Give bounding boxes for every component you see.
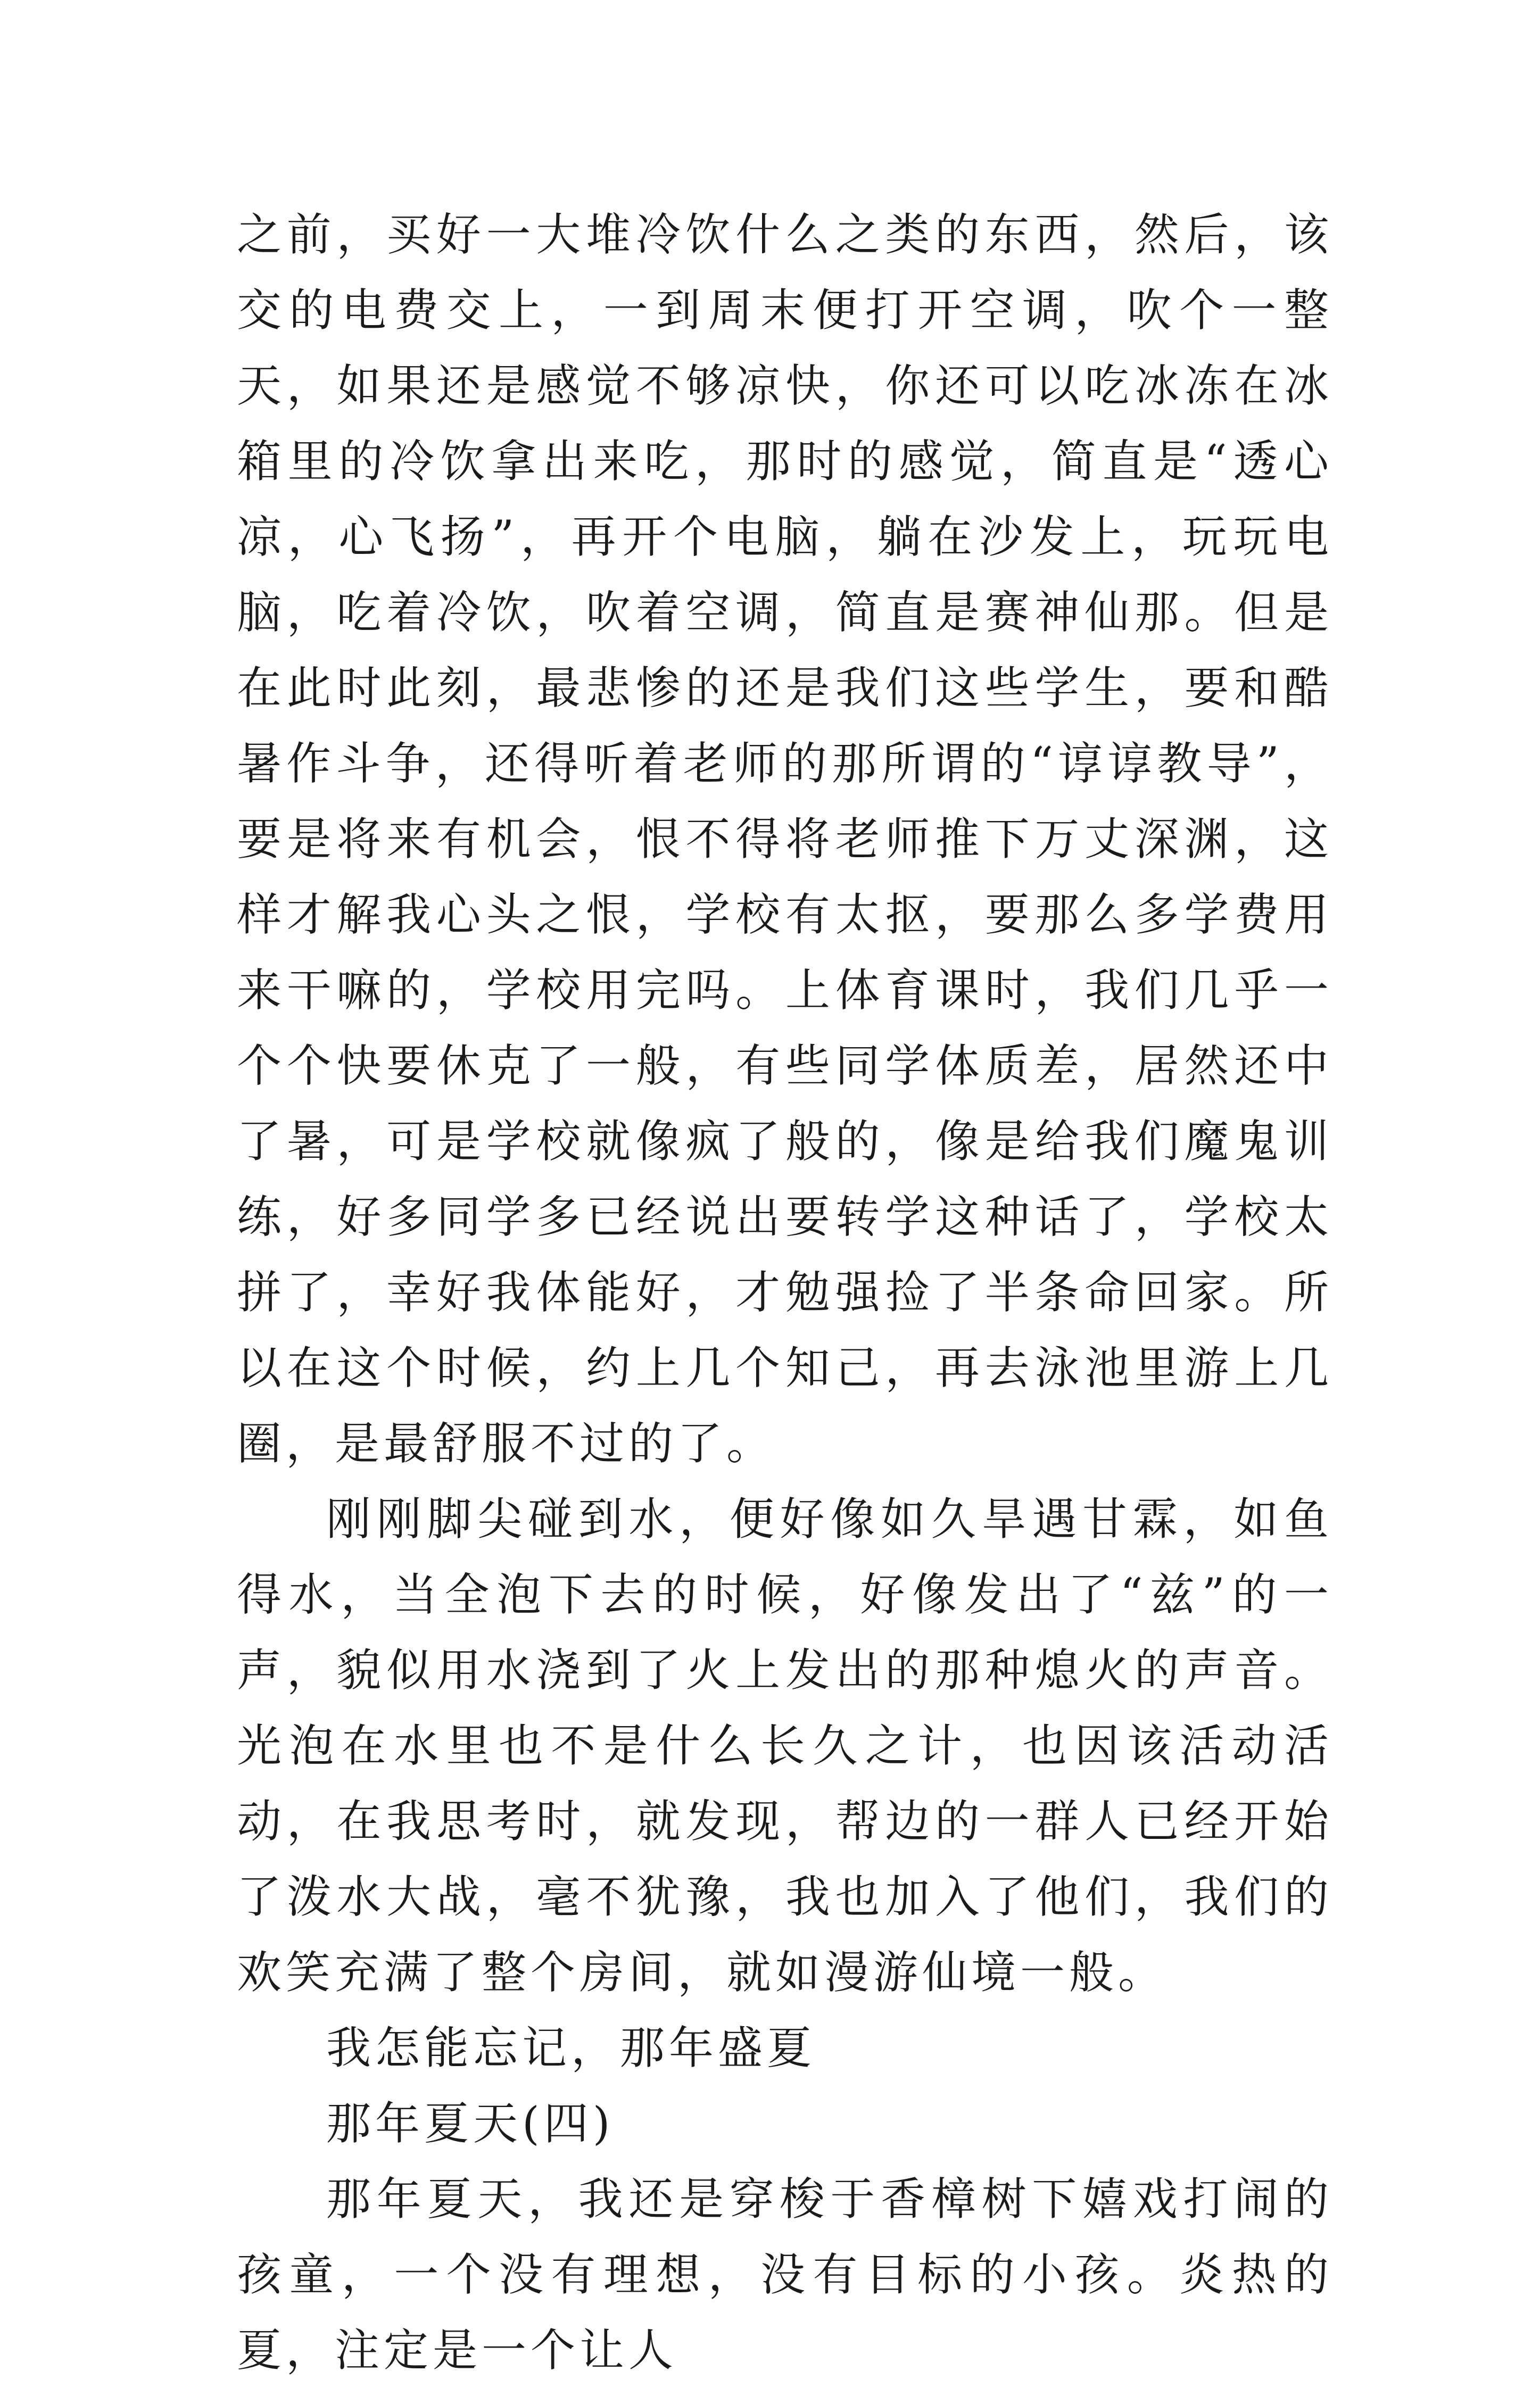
document-body [237, 197, 1333, 2388]
paragraph-section-four: 那年夏天，我还是穿梭于香樟树下嬉戏打闹的孩童，一个没有理想，没有目标的小孩。炎热的夏，注定是一个让人 [237, 2173, 1333, 2376]
paragraph-swimming: 刚刚脚尖碰到水，便好像如久旱遇甘霖，如鱼得水，当全泡下去的时候，好像发出了“兹”的一声，貌似用水浇到了火上发出的那种熄火的声音。光泡在水里也不是什么长久之计，也因该活动活动，在我思考时，就发现，帮边的一群人已经开始了泼水大战，毫不犹豫，我也加入了他们，我们的欢笑充满了整个房间，就如漫游仙境一般。 [237, 1493, 1333, 1999]
section-heading: 那年夏天(四) [326, 2097, 615, 2150]
closing-line: 我怎能忘记，那年盛夏 [326, 2022, 816, 2074]
paragraph-continued: 之前，买好一大堆冷饮什么之类的东西，然后，该交的电费交上，一到周末便打开空调，吹个一整天，如果还是感觉不够凉快，你还可以吃冰冻在冰箱里的冷饮拿出来吃，那时的感觉，简直是“透心凉，心飞扬”，再开个电脑，躺在沙发上，玩玩电脑，吃着冷饮，吹着空调，简直是赛神仙那。但是在此时此刻，最悲惨的还是我们这些学生，要和酷暑作斗争，还得听着老师的那所谓的“谆谆教导”，要是将来有机会，恨不得将老师推下万丈深渊，这样才解我心头之恨，学校有太抠，要那么多学费用来干嘛的，学校用完吗。上体育课时，我们几乎一个个快要休克了一般，有些同学体质差，居然还中了暑，可是学校就像疯了般的，像是给我们魔鬼训练，好多同学多已经说出要转学这种话了，学校太拼了，幸好我体能好，才勉强捡了半条命回家。所以在这个时候，约上几个知己，再去泳池里游上几圈，是最舒服不过的了。 [237, 209, 1333, 1470]
